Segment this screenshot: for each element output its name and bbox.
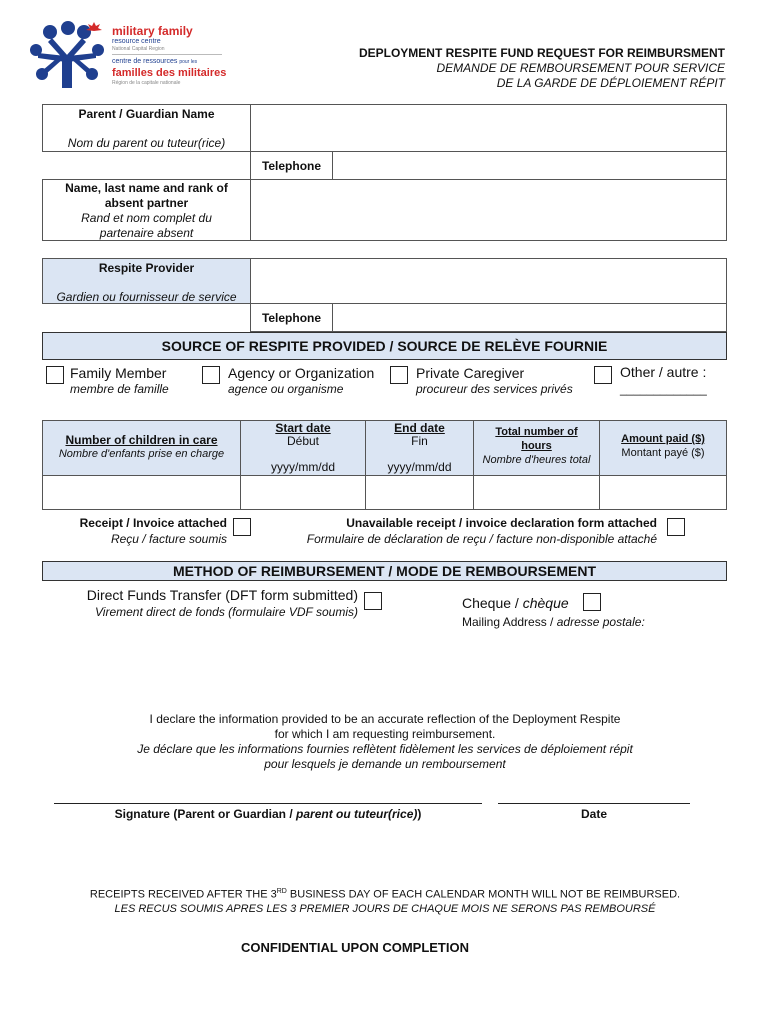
unavailable-receipt-checkbox[interactable] [667,518,685,536]
respite-provider-label-fr: Gardien ou fournisseur de service [56,290,237,304]
cheque-label-en: Cheque / [462,595,523,611]
logo-tag-en: National Capital Region [112,46,165,52]
amount-header-en: Amount paid ($) [621,433,705,445]
agency-label-fr: agence ou organisme [228,382,344,396]
children-field[interactable] [42,475,241,510]
hours-header-en-2: hours [521,440,552,452]
cheque-label-fr: chèque [522,595,569,611]
family-member-label-fr: membre de famille [70,382,169,396]
signature-line[interactable] [54,803,482,804]
respite-provider-label-cell [42,258,251,304]
logo-divider [112,54,222,55]
logo-name-fr-pour: pour les [179,59,198,65]
mailing-address-label [462,615,645,629]
amount-field[interactable] [599,475,727,510]
provider-telephone-field[interactable] [332,303,727,332]
start-date-header-en: Start date [275,421,331,435]
start-date-field[interactable] [240,475,366,510]
amount-header-fr: Montant payé ($) [621,447,705,459]
logo-name-fr-pre-text: centre de ressources [112,58,178,65]
declaration-en-1: I declare the information provided to be an accurate reflection of the Deployment Respite [149,712,621,726]
family-member-checkbox[interactable] [46,366,64,384]
start-date-format: yyyy/mm/dd [270,460,335,474]
absent-partner-label-en-1: Name, last name and rank of [65,181,228,195]
parent-name-field[interactable] [250,104,727,152]
declaration-en-2: for which I am requesting reimbursement. [274,727,496,741]
unavailable-receipt-label-fr: Formulaire de déclaration de reçu / facture non-disponible attaché [306,532,657,546]
absent-partner-label-cell [42,179,251,241]
children-header-fr: Nombre d'enfants prise en charge [58,448,225,460]
parent-telephone-field[interactable] [332,151,727,180]
other-checkbox[interactable] [594,366,612,384]
absent-partner-field[interactable] [250,179,727,241]
end-date-header-fr: Fin [411,434,428,448]
parent-telephone-label: Telephone [261,159,322,173]
form-title-en: DEPLOYMENT RESPITE FUND REQUEST FOR REIMBURSMENT [358,46,725,60]
end-date-format: yyyy/mm/dd [387,460,452,474]
signature-label-fr: parent ou tuteur(rice) [296,807,418,821]
private-caregiver-label-en: Private Caregiver [416,365,525,381]
late-notice-post: BUSINESS DAY OF EACH CALENDAR MONTH WILL NOT BE REIMBURSED. [286,888,681,901]
dft-label-fr: Virement direct de fonds (formulaire VDF soumis) [95,605,358,619]
end-date-field[interactable] [365,475,474,510]
late-receipts-notice-en [0,888,770,901]
receipt-attached-label-fr: Reçu / facture soumis [110,532,227,546]
logo-name-en: military family [112,24,193,38]
start-date-header-cell [240,420,366,476]
end-date-header-en: End date [394,421,445,435]
cheque-label [462,595,569,611]
receipt-attached-checkbox[interactable] [233,518,251,536]
hours-header-cell [473,420,600,476]
parent-name-label-en: Parent / Guardian Name [78,107,215,121]
date-label: Date [580,807,607,821]
agency-label-en: Agency or Organization [228,365,375,381]
unavailable-receipt-label-en: Unavailable receipt / invoice declaration form attached [346,516,657,530]
absent-partner-label-fr-2: partenaire absent [99,226,194,240]
amount-header-cell [599,420,727,476]
confidential-notice: CONFIDENTIAL UPON COMPLETION [241,940,469,955]
cheque-checkbox[interactable] [583,593,601,611]
agency-checkbox[interactable] [202,366,220,384]
date-line[interactable] [498,803,690,804]
start-date-header-fr: Début [286,434,320,448]
dft-checkbox[interactable] [364,592,382,610]
logo-tag-fr: Région de la capitale nationale [112,80,181,86]
parent-name-label-fr: Nom du parent ou tuteur(rice) [67,136,226,150]
respite-provider-label-en: Respite Provider [98,261,195,275]
logo-name-fr: familles des militaires [112,67,227,79]
parent-telephone-label-cell [250,151,333,180]
source-section-header [42,332,727,360]
private-caregiver-checkbox[interactable] [390,366,408,384]
mailing-address-label-en: Mailing Address / [462,615,557,629]
receipt-attached-label-en: Receipt / Invoice attached [79,516,227,530]
form-title-fr-2: DE LA GARDE DE DÉPLOIEMENT RÉPIT [496,76,725,90]
late-notice-pre: RECEIPTS RECEIVED AFTER THE 3 [89,888,277,901]
family-tree-icon [28,18,108,90]
other-label: Other / autre : [620,364,707,380]
declaration-fr-1: Je déclare que les informations fournies reflètent fidèlement les services de déploiement répit [137,742,633,756]
children-header-en: Number of children in care [65,433,218,447]
parent-name-label-cell [42,104,251,152]
provider-telephone-label: Telephone [261,311,322,325]
signature-label-en: Signature (Parent or Guardian / [114,807,297,821]
private-caregiver-label-fr: procureur des services privés [416,382,573,396]
logo-name-fr-pre [112,58,197,65]
hours-header-en-1: Total number of [495,426,578,438]
form-title-fr-1: DEMANDE DE REMBOURSEMENT POUR SERVICE [436,61,725,75]
provider-telephone-label-cell [250,303,333,332]
dft-label-en: Direct Funds Transfer (DFT form submitted) [86,587,358,603]
absent-partner-label-en-2: absent partner [104,196,189,210]
late-notice-sup: RD [276,888,287,895]
hours-field[interactable] [473,475,600,510]
children-header-cell [42,420,241,476]
hours-header-fr: Nombre d'heures total [482,454,591,466]
method-section-header [42,561,727,581]
source-section-title: SOURCE OF RESPITE PROVIDED / SOURCE DE RELÈVE FOURNIE [161,338,608,354]
signature-label: Signature (Parent or Guardian / parent ou tuteur(rice)) [114,807,422,821]
end-date-header-cell [365,420,474,476]
family-member-label-en: Family Member [70,365,167,381]
respite-provider-field[interactable] [250,258,727,304]
method-section-title: METHOD OF REIMBURSEMENT / MODE DE REMBOURSEMENT [172,563,597,579]
logo [28,18,228,90]
late-receipts-notice-fr: LES RECUS SOUMIS APRES LES 3 PREMIER JOURS DE CHAQUE MOIS NE SERONS PAS REMBOURSÉ [114,903,656,915]
logo-sub-en: resource centre [112,38,161,45]
other-specify-line[interactable]: _____________ [620,382,707,396]
absent-partner-label-fr-1: Rand et nom complet du [81,211,212,225]
mailing-address-label-fr: adresse postale: [556,615,645,629]
declaration-fr-2: pour lesquels je demande un remboursement [264,757,506,771]
